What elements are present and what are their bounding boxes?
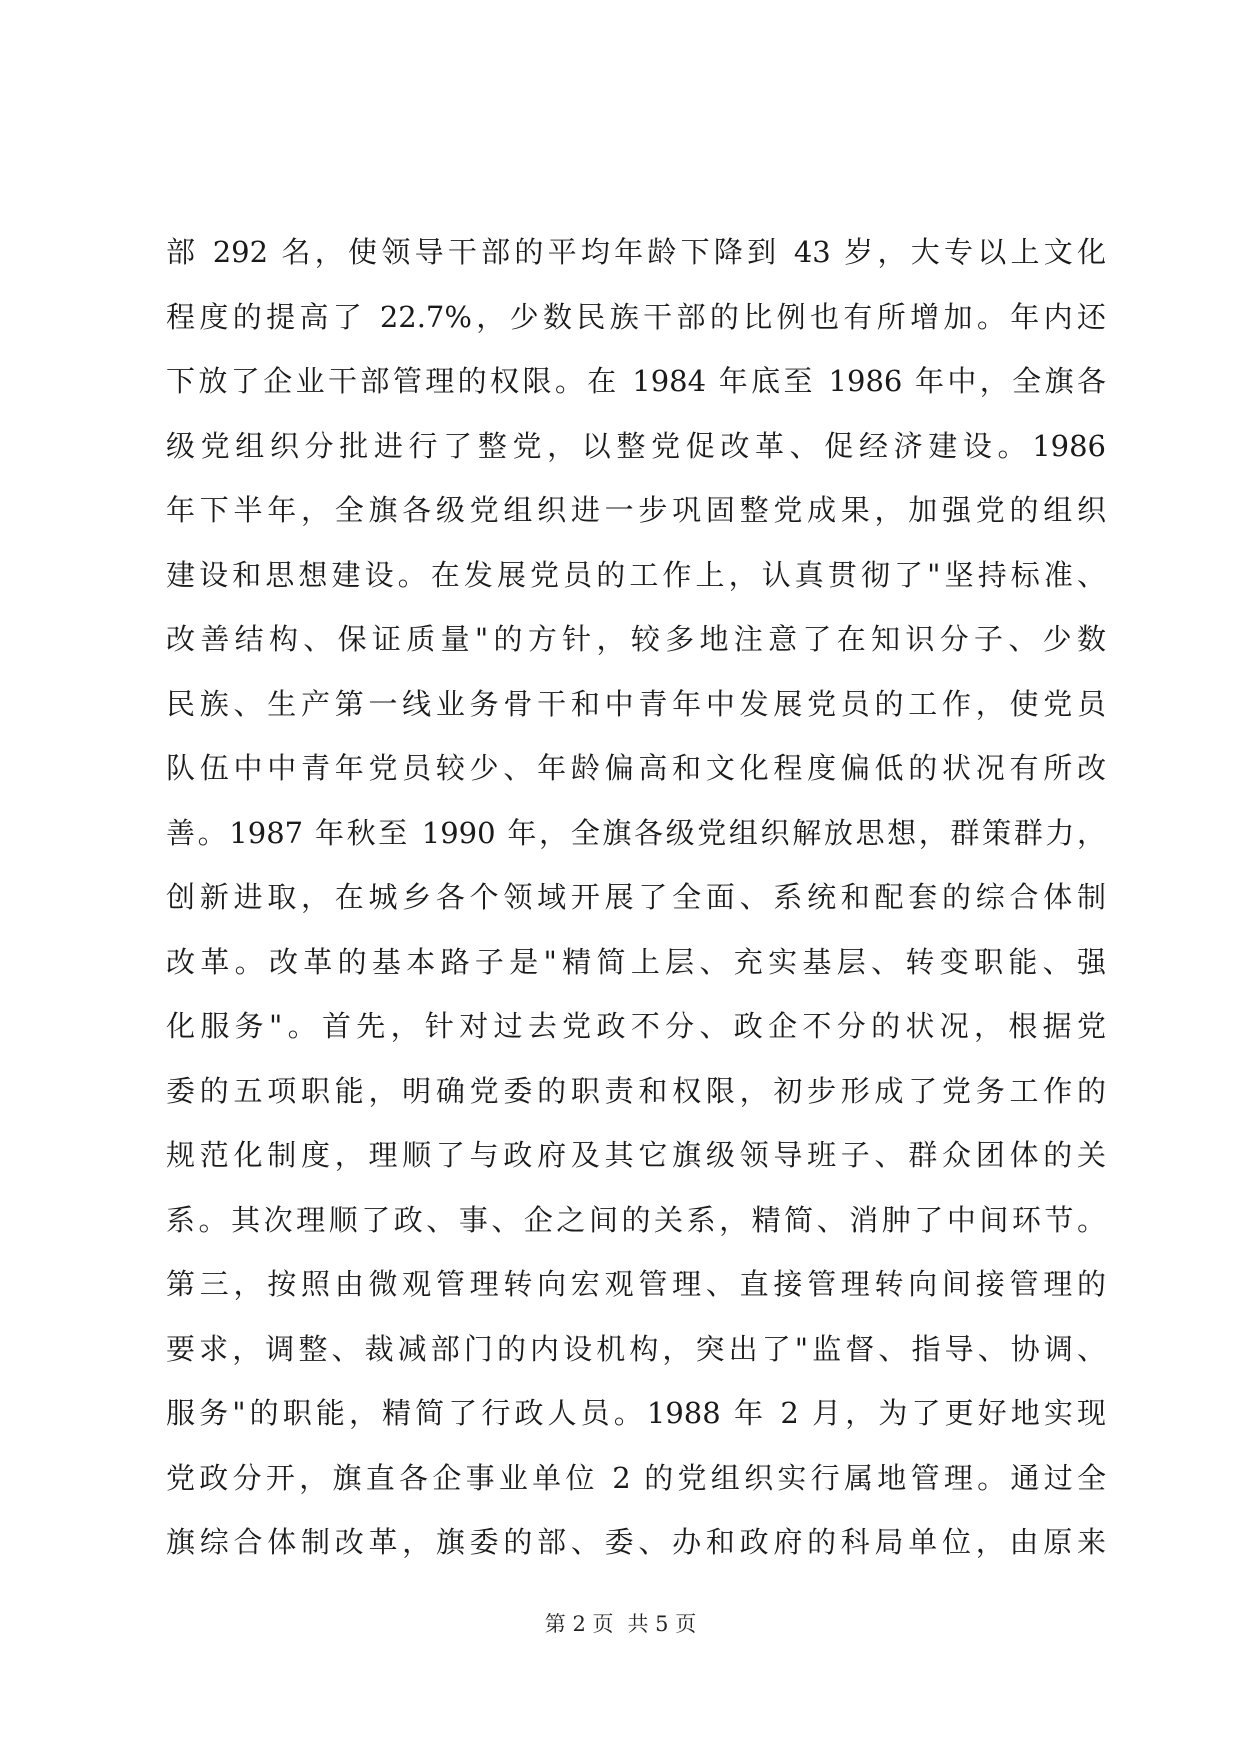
- page-footer: [0, 1608, 1241, 1638]
- text-line: 部 292 名，使领导干部的平均年龄下降到 43 岁，大专以上文化: [166, 235, 1106, 269]
- page-number: 第 2 页: [544, 1612, 614, 1636]
- text-line: 改善结构、保证质量"的方针，较多地注意了在知识分子、少数: [166, 622, 1106, 656]
- text-line: 系。其次理顺了政、事、企之间的关系，精简、消肿了中间环节。: [166, 1202, 1106, 1237]
- text-line: 创新进取，在城乡各个领域开展了全面、系统和配套的综合体制: [166, 880, 1106, 914]
- text-line: 要求，调整、裁减部门的内设机构，突出了"监督、指导、协调、: [166, 1331, 1106, 1366]
- text-line: 建设和思想建设。在发展党员的工作上，认真贯彻了"坚持标准、: [166, 557, 1106, 592]
- text-line: 级党组织分批进行了整党，以整党促改革、促经济建设。1986: [166, 428, 1106, 463]
- page-total: 共 5 页: [627, 1612, 697, 1636]
- text-line: 善。1987 年秋至 1990 年，全旗各级党组织解放思想，群策群力，: [166, 815, 1106, 850]
- text-line: 化服务"。首先，针对过去党政不分、政企不分的状况，根据党: [166, 1009, 1106, 1043]
- text-line: 规范化制度，理顺了与政府及其它旗级领导班子、群众团体的关: [166, 1138, 1106, 1172]
- text-line: 党政分开，旗直各企事业单位 2 的党组织实行属地管理。通过全: [166, 1460, 1106, 1495]
- text-line: 年下半年，全旗各级党组织进一步巩固整党成果，加强党的组织: [166, 493, 1106, 527]
- text-line: 程度的提高了 22.7%，少数民族干部的比例也有所增加。年内还: [166, 299, 1106, 334]
- body-text: [166, 232, 1106, 1587]
- text-line: 旗综合体制改革，旗委的部、委、办和政府的科局单位，由原来: [166, 1525, 1106, 1559]
- text-line: 服务"的职能，精简了行政人员。1988 年 2 月，为了更好地实现: [166, 1396, 1106, 1430]
- text-line: 委的五项职能，明确党委的职责和权限，初步形成了党务工作的: [166, 1073, 1106, 1108]
- text-line: 第三，按照由微观管理转向宏观管理、直接管理转向间接管理的: [166, 1267, 1106, 1301]
- text-line: 民族、生产第一线业务骨干和中青年中发展党员的工作，使党员: [166, 686, 1106, 721]
- text-line: 改革。改革的基本路子是"精简上层、充实基层、转变职能、强: [166, 944, 1106, 979]
- text-line: 队伍中中青年党员较少、年龄偏高和文化程度偏低的状况有所改: [166, 751, 1106, 785]
- text-line: 下放了企业干部管理的权限。在 1984 年底至 1986 年中，全旗各: [166, 364, 1106, 398]
